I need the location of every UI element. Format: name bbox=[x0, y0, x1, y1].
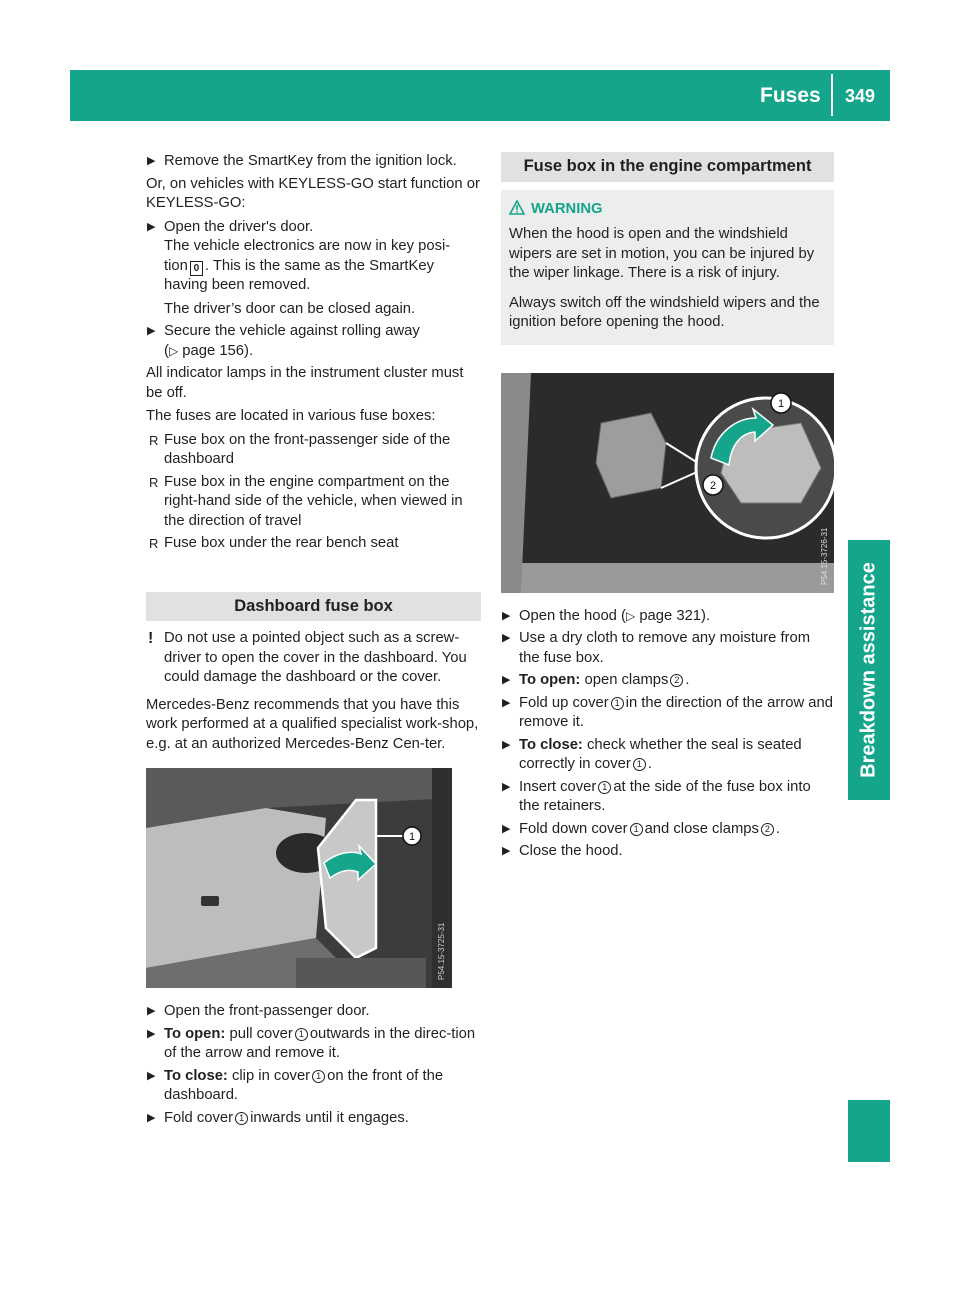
step-arrow-icon: ▶ bbox=[502, 609, 511, 622]
figure-marker-1: 1 bbox=[408, 831, 416, 843]
warning-box bbox=[501, 190, 834, 345]
step-close-hood: ▶ Close the hood. bbox=[501, 842, 834, 862]
step-arrow-icon: ▶ bbox=[147, 1111, 156, 1124]
figure-marker-2: 2 bbox=[709, 479, 717, 492]
warning-text-1: When the hood is open and the windshield wipers are set in motion, you can be injured by the wiper linkage. There is a risk of injury. bbox=[509, 226, 815, 281]
step-arrow-icon: ▶ bbox=[147, 1069, 156, 1082]
warning-text-2: Always switch off the windshield wipers and the ignition before opening the hood. bbox=[509, 294, 820, 330]
figure-marker-1: 1 bbox=[777, 397, 785, 410]
step-arrow-icon: ▶ bbox=[147, 1005, 156, 1017]
step-open-door: ▶ Open the driver's door. The vehicle electronics are now in key posi- tion 0 . This is the same as the SmartKey having been removed. The driver’s door can be closed again. bbox=[146, 218, 481, 320]
chapter-tab-label: Breakdown assistance bbox=[857, 562, 880, 778]
step-secure-vehicle: ▶ Secure the vehicle against rolling away (▷ page 156). bbox=[147, 323, 420, 359]
right-column bbox=[501, 152, 834, 865]
page-ref-icon: ▷ bbox=[625, 608, 636, 623]
keyless-intro: Or, on vehicles with KEYLESS-GO start function or KEYLESS-GO: bbox=[146, 175, 480, 211]
clamp-marker-icon: 2 bbox=[670, 674, 683, 687]
cover-marker-icon: 1 bbox=[611, 697, 624, 710]
figure-code: P54.15-3725-31 bbox=[437, 922, 446, 980]
step-arrow-icon: ▶ bbox=[502, 845, 511, 857]
step-fold-down-cover: ▶ Fold down cover 1 and close clamps 2 . bbox=[501, 820, 834, 840]
cover-marker-icon: 1 bbox=[312, 1070, 325, 1083]
page-ref-link[interactable]: page 321 bbox=[639, 607, 702, 624]
engine-fuse-box-figure bbox=[501, 373, 834, 593]
step-arrow-icon: ▶ bbox=[502, 674, 511, 686]
step-arrow-icon: ▶ bbox=[502, 780, 511, 793]
step-arrow-icon: ▶ bbox=[147, 1027, 156, 1040]
step-dry-cloth: ▶ Use a dry cloth to remove any moisture from the fuse box. bbox=[502, 630, 811, 666]
page-ref-icon: ▷ bbox=[168, 343, 179, 358]
clamp-marker-icon: 2 bbox=[761, 823, 774, 836]
recommend-text: Mercedes-Benz recommends that you have this work performed at a qualified specialist work-shop, e.g. at an authorized Mercedes-Benz Cen-ter. bbox=[146, 696, 479, 752]
door-closed-note: The driver’s door can be closed again. bbox=[164, 300, 416, 317]
page-title: Fuses bbox=[760, 84, 821, 107]
step-open-hood: ▶ Open the hood (▷ page 321). bbox=[501, 607, 834, 627]
bullet-icon: R bbox=[149, 432, 159, 448]
step-fold-cover: ▶ Fold cover 1 inwards until it engages. bbox=[146, 1109, 481, 1129]
step-to-open: ▶ To open: pull cover 1 outwards in the direc-tion of the arrow and remove it. bbox=[147, 1025, 476, 1061]
step-arrow-icon: ▶ bbox=[502, 738, 511, 751]
cover-marker-icon: 1 bbox=[235, 1112, 248, 1125]
page-number: 349 bbox=[845, 86, 876, 106]
step-arrow-icon: ▶ bbox=[147, 155, 156, 167]
page-ref-link[interactable]: page 156 bbox=[182, 342, 245, 359]
cover-marker-icon: 1 bbox=[630, 823, 643, 836]
step-arrow-icon: ▶ bbox=[502, 696, 511, 709]
thumb-index-block bbox=[848, 1100, 890, 1162]
step-remove-key: ▶ Remove the SmartKey from the ignition lock. bbox=[146, 152, 481, 172]
list-item: R Fuse box on the front-passenger side of the dashboard bbox=[149, 431, 451, 467]
header-divider bbox=[831, 74, 833, 116]
figure-code: P54.15-3726-31 bbox=[820, 527, 829, 585]
cover-marker-icon: 1 bbox=[633, 758, 646, 771]
warning-heading: WARNING bbox=[509, 200, 826, 220]
step-arrow-icon: ▶ bbox=[147, 325, 156, 337]
step-arrow-icon: ▶ bbox=[147, 220, 156, 233]
cover-marker-icon: 1 bbox=[295, 1028, 308, 1041]
notice-dashboard: ! Do not use a pointed object such as a screw-driver to open the cover in the dashboard. You could damage the dashboard or the cover. bbox=[148, 630, 467, 685]
step-insert-cover: ▶ Insert cover 1 at the side of the fuse box into the retainers. bbox=[502, 778, 811, 814]
left-column bbox=[146, 152, 481, 1131]
list-item: R Fuse box under the rear bench seat bbox=[146, 534, 481, 554]
list-item: R Fuse box in the engine compartment on the right-hand side of the vehicle, when viewed in the direction of travel bbox=[149, 473, 463, 529]
bullet-icon: R bbox=[149, 536, 159, 551]
step-to-close: ▶ To close: clip in cover 1 on the front of the dashboard. bbox=[147, 1067, 444, 1103]
step-open-passenger-door: ▶ Open the front-passenger door. bbox=[146, 1002, 481, 1022]
step-arrow-icon: ▶ bbox=[502, 822, 511, 835]
notice-icon: ! bbox=[148, 630, 154, 647]
fuses-located-text: The fuses are located in various fuse boxes: bbox=[146, 408, 436, 424]
indicator-lamps-text: All indicator lamps in the instrument cluster must be off. bbox=[146, 365, 464, 401]
step-arrow-icon: ▶ bbox=[502, 632, 511, 644]
bullet-icon: R bbox=[149, 474, 159, 490]
section-heading-engine: Fuse box in the engine compartment bbox=[501, 152, 834, 182]
warning-triangle-icon bbox=[509, 200, 525, 215]
key-position-symbol: 0 bbox=[190, 261, 203, 276]
step-to-open: ▶ To open: open clamps 2 . bbox=[501, 671, 834, 691]
step-to-close: ▶ To close: check whether the seal is seated correctly in cover 1 . bbox=[502, 736, 802, 772]
step-fold-up-cover: ▶ Fold up cover 1 in the direction of the arrow and remove it. bbox=[502, 694, 833, 730]
dashboard-fuse-box-figure bbox=[146, 768, 452, 988]
section-heading-dashboard: Dashboard fuse box bbox=[146, 592, 481, 622]
cover-marker-icon: 1 bbox=[598, 781, 611, 794]
